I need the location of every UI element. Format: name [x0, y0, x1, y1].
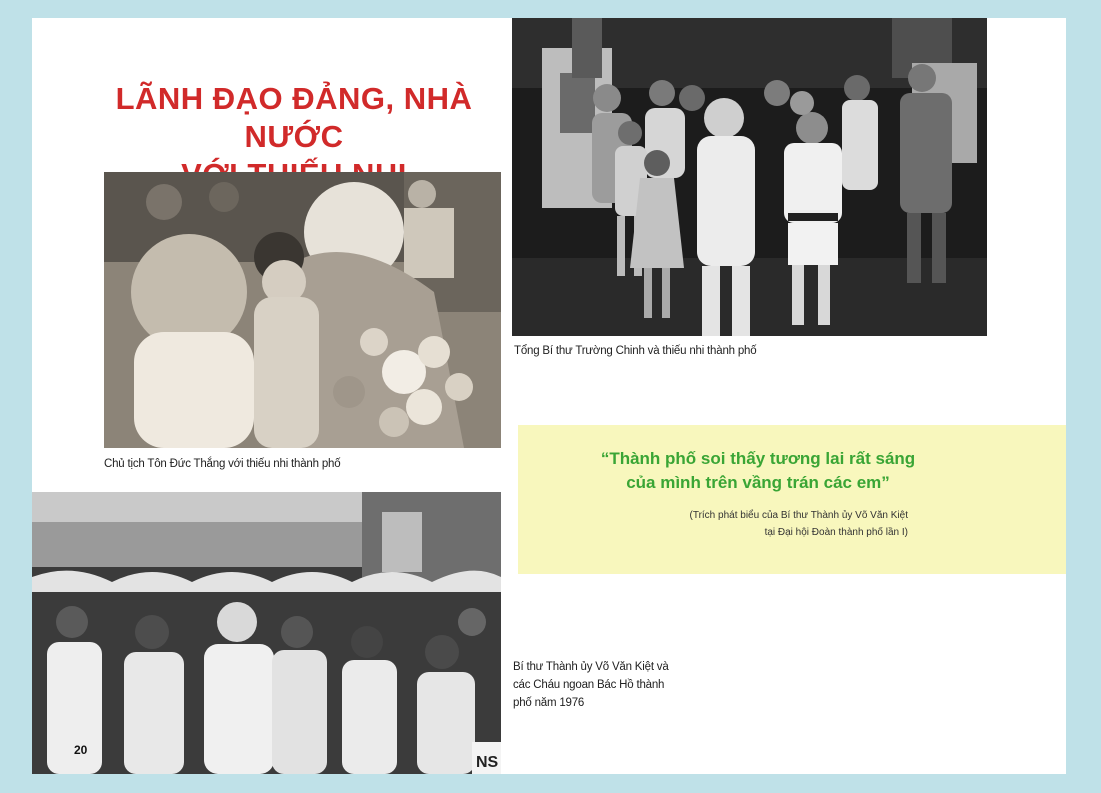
photo-vo-van-kiet — [32, 492, 501, 774]
caption-truong-chinh: Tổng Bí thư Trường Chinh và thiếu nhi thành phố — [514, 345, 757, 357]
quote-source-line-1: (Trích phát biểu của Bí thư Thành ủy Võ Văn Kiệt — [689, 510, 908, 521]
caption-ton-duc-thang: Chủ tịch Tôn Đức Thắng với thiếu nhi thành phố — [104, 458, 341, 470]
page — [32, 18, 1066, 774]
quote-box — [518, 425, 1066, 574]
caption-vo-van-kiet-line-3: phố năm 1976 — [513, 697, 585, 709]
sign-fragment: NS — [476, 754, 499, 771]
quote-line-2: của mình trên vầng trán các em” — [626, 473, 890, 492]
quote-source-line-2: tại Đại hội Đoàn thành phố lần I) — [764, 527, 908, 538]
caption-vo-van-kiet-line-1: Bí thư Thành ủy Võ Văn Kiệt và — [513, 661, 669, 673]
photo-truong-chinh — [512, 18, 987, 336]
caption-vo-van-kiet — [513, 658, 669, 712]
quote-line-1: “Thành phố soi thấy tương lai rất sáng — [600, 449, 916, 468]
shirt-number: 20 — [74, 743, 88, 757]
title-line-1: LÃNH ĐẠO ĐẢNG, NHÀ NƯỚC — [115, 81, 473, 154]
quote-source — [690, 507, 909, 541]
caption-vo-van-kiet-line-2: các Cháu ngoan Bác Hồ thành — [513, 679, 665, 691]
quote-text — [518, 447, 998, 495]
photo-ton-duc-thang — [104, 172, 501, 448]
